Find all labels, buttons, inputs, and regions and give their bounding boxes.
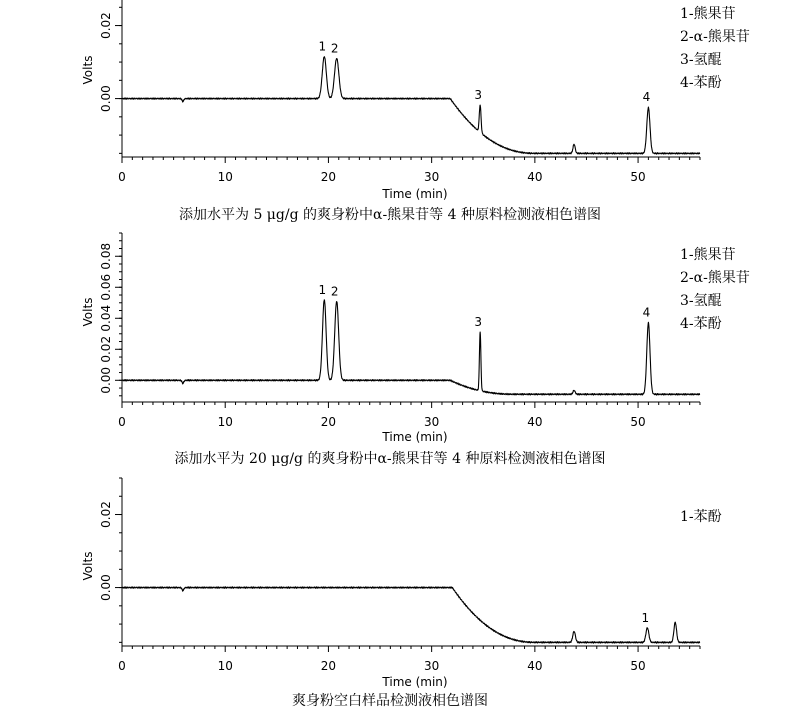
x-tick-label: 40 xyxy=(527,170,543,184)
peak-label: 2 xyxy=(330,284,339,299)
x-tick-label: 0 xyxy=(118,415,126,429)
x-axis-label: Time (min) xyxy=(382,430,448,444)
x-tick-label: 0 xyxy=(118,170,126,184)
y-tick-label: 0.02 xyxy=(99,12,113,39)
x-tick-label: 30 xyxy=(424,659,440,673)
x-tick-label: 10 xyxy=(217,659,233,673)
y-axis-label: Volts xyxy=(81,55,95,85)
legend-entry: 1-熊果苷 xyxy=(680,247,736,263)
figure-caption: 爽身粉空白样品检测液相色谱图 xyxy=(292,693,488,709)
x-tick-label: 50 xyxy=(630,415,646,429)
x-tick-label: 50 xyxy=(630,170,646,184)
figure-caption: 添加水平为 5 μg/g 的爽身粉中α-熊果苷等 4 种原料检测液相色谱图 xyxy=(179,207,601,223)
x-axis-label: Time (min) xyxy=(382,675,448,689)
x-tick-label: 50 xyxy=(630,659,646,673)
x-tick-label: 20 xyxy=(320,659,337,673)
peak-label: 4 xyxy=(642,305,651,320)
y-axis-label: Volts xyxy=(81,551,95,581)
legend-entry: 1-熊果苷 xyxy=(680,6,736,22)
peak-label: 2 xyxy=(330,41,339,56)
y-tick-label: 0.08 xyxy=(99,242,113,270)
x-tick-label: 40 xyxy=(527,659,543,673)
chromatogram-trace xyxy=(122,57,700,154)
x-axis-label: Time (min) xyxy=(382,187,448,201)
legend-entry: 2-α-熊果苷 xyxy=(680,270,750,286)
chart-panel-1 xyxy=(81,0,750,223)
chromatogram-trace xyxy=(122,300,700,395)
y-tick-label: 0.00 xyxy=(99,574,113,601)
y-tick-label: 0.00 xyxy=(99,366,113,394)
x-tick-label: 40 xyxy=(527,415,543,429)
peak-label: 1 xyxy=(641,611,650,626)
x-tick-label: 30 xyxy=(424,415,440,429)
x-tick-label: 10 xyxy=(217,415,233,429)
figure-caption: 添加水平为 20 μg/g 的爽身粉中α-熊果苷等 4 种原料检测液相色谱图 xyxy=(174,451,606,467)
x-tick-label: 20 xyxy=(320,170,337,184)
legend-entry: 2-α-熊果苷 xyxy=(680,29,750,45)
y-axis-label: Volts xyxy=(81,297,95,327)
x-tick-label: 10 xyxy=(217,170,233,184)
y-tick-label: 0.06 xyxy=(99,273,113,301)
chart-panel-3 xyxy=(81,478,722,709)
legend-entry: 3-氢醌 xyxy=(680,52,722,68)
peak-label: 1 xyxy=(318,39,327,54)
y-tick-label: 0.00 xyxy=(99,85,113,112)
legend-entry: 1-苯酚 xyxy=(680,509,722,525)
x-tick-label: 30 xyxy=(424,170,440,184)
chart-panel-2 xyxy=(81,233,750,467)
x-tick-label: 20 xyxy=(320,415,337,429)
peak-label: 3 xyxy=(474,88,482,103)
x-tick-label: 0 xyxy=(118,659,126,673)
legend-entry: 4-苯酚 xyxy=(680,316,722,332)
y-tick-label: 0.02 xyxy=(99,335,113,363)
legend-entry: 3-氢醌 xyxy=(680,293,722,309)
peak-label: 1 xyxy=(318,282,327,297)
peak-label: 3 xyxy=(474,314,482,329)
legend-entry: 4-苯酚 xyxy=(680,75,722,91)
peak-label: 4 xyxy=(642,90,651,105)
chromatogram-trace xyxy=(122,587,700,643)
y-tick-label: 0.02 xyxy=(99,501,113,528)
y-tick-label: 0.04 xyxy=(99,304,113,332)
